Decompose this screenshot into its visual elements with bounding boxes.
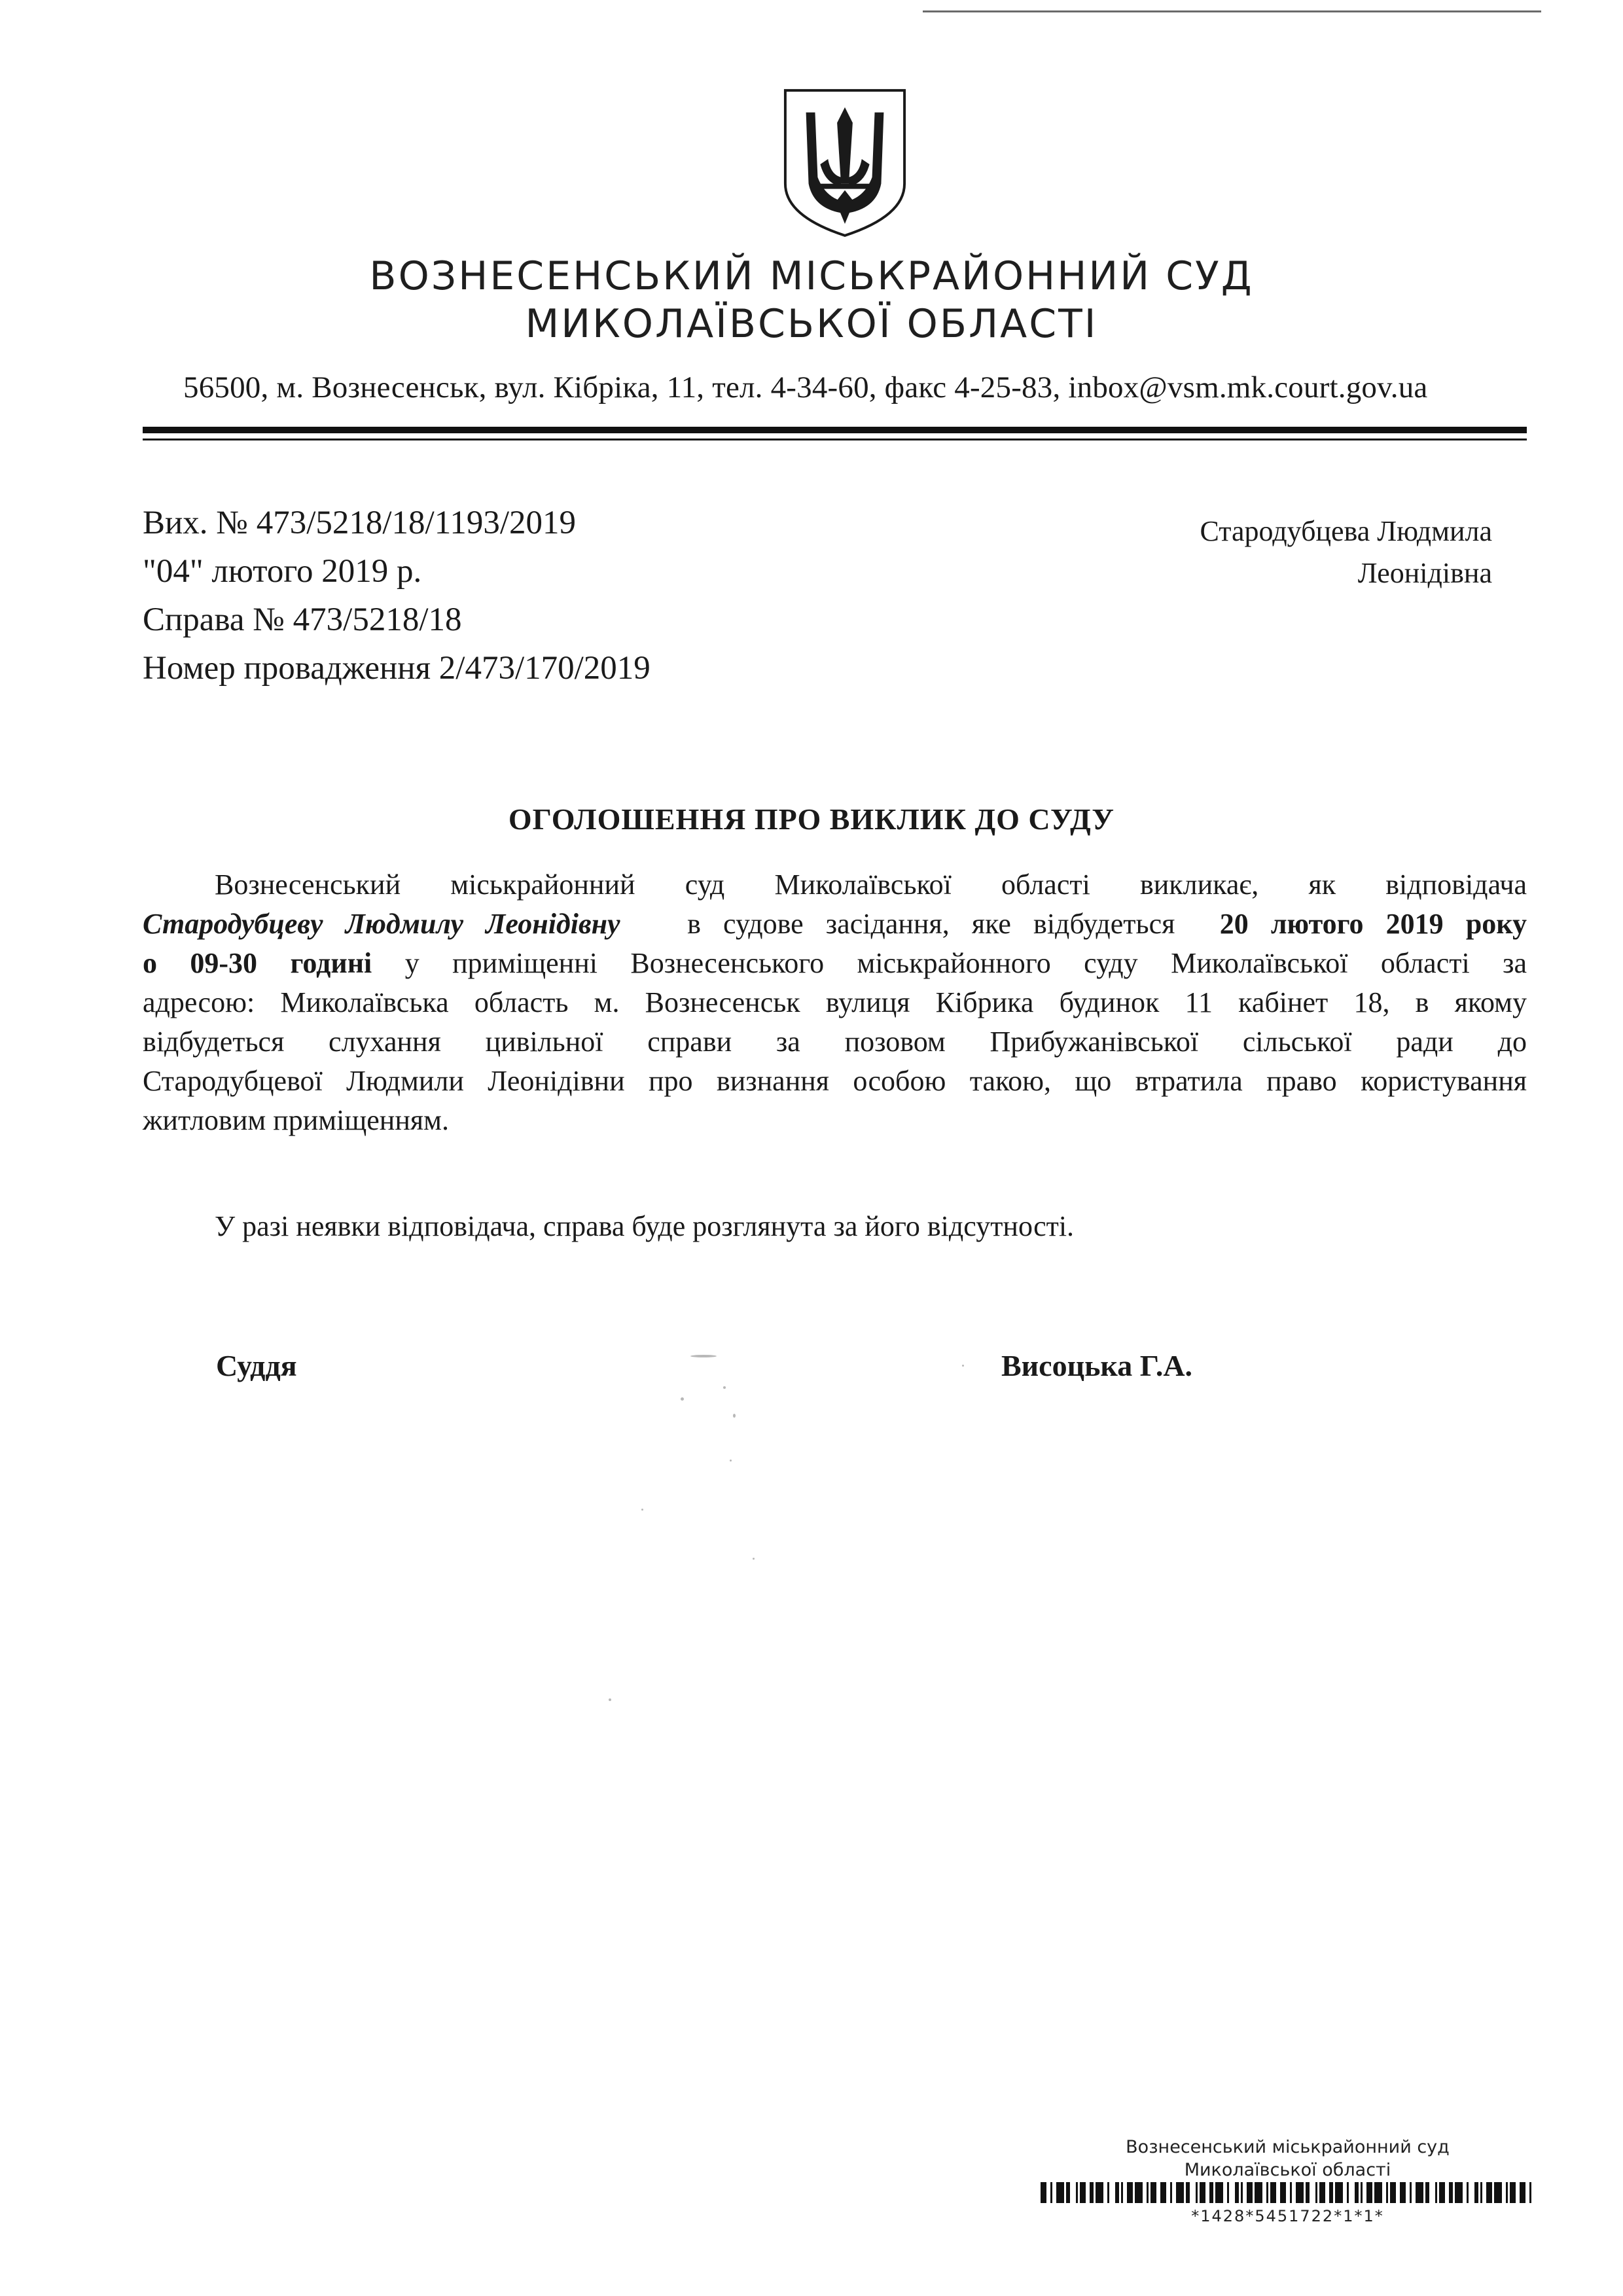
defendant-name: Стародубцеву Людмилу Леонідівну <box>143 908 620 940</box>
barcode-bar <box>1176 2182 1184 2203</box>
barcode-bar <box>1374 2182 1382 2203</box>
barcode-bar <box>1386 2182 1388 2203</box>
barcode-caption-line1: Вознесенський міськрайонний суд <box>1126 2137 1450 2157</box>
barcode-bar <box>1410 2182 1412 2203</box>
header-rule-thick <box>143 427 1527 433</box>
scan-edge-line <box>923 10 1541 12</box>
barcode-bar <box>1050 2182 1052 2203</box>
barcode-bar <box>1147 2182 1149 2203</box>
court-address: 56500, м. Вознесенськ, вул. Кібріка, 11, тел. 4-34-60, факс 4-25-83, inbox@vsm.mk.court.gov.ua <box>183 370 1428 404</box>
barcode-bar <box>1306 2182 1310 2203</box>
barcode-bar <box>1355 2182 1359 2203</box>
barcode-bar <box>1135 2182 1143 2203</box>
barcode-bar <box>1209 2182 1213 2203</box>
barcode-bar <box>1121 2182 1123 2203</box>
barcode-bar <box>1200 2182 1205 2203</box>
letter-date: "04" лютого 2019 р. <box>143 553 422 590</box>
barcode-bar <box>1041 2182 1046 2203</box>
addressee-line2: Леонідівна <box>1357 557 1492 589</box>
judge-name: Висоцька Г.А. <box>1001 1349 1193 1382</box>
body-line: Вознесенський міськрайонний суд Миколаївської області викликає, як відповідача <box>215 869 1527 901</box>
barcode-bar <box>1455 2182 1463 2203</box>
document-title: ОГОЛОШЕННЯ ПРО ВИКЛИК ДО СУДУ <box>508 802 1115 836</box>
barcode-bar <box>1255 2182 1262 2203</box>
outgoing-number: Вих. № 473/5218/18/1193/2019 <box>143 505 577 541</box>
addressee-line1: Стародубцева Людмила <box>1200 515 1492 547</box>
barcode-bar <box>1170 2182 1172 2203</box>
body-line: житловим приміщенням. <box>143 1104 449 1136</box>
barcode-bar <box>1215 2182 1223 2203</box>
barcode-bar <box>1315 2182 1317 2203</box>
barcode-bar <box>1439 2182 1445 2203</box>
summons-paragraph <box>143 865 1527 1140</box>
body-line: Стародубцевої Людмили Леонідівни про визнання особою такою, що втратила право користування <box>143 1065 1527 1097</box>
barcode-bar <box>1241 2182 1243 2203</box>
barcode-bar <box>1296 2182 1304 2203</box>
barcode-bar <box>1416 2182 1423 2203</box>
barcode-bar <box>1335 2182 1343 2203</box>
barcode-bar <box>1115 2182 1119 2203</box>
barcode-bar <box>1196 2182 1198 2203</box>
barcode-bar <box>1486 2182 1492 2203</box>
barcode-number: *1428*5451722*1*1* <box>1191 2207 1384 2225</box>
reference-block <box>143 499 651 692</box>
barcode-bar <box>1107 2182 1109 2203</box>
barcode-bar <box>1096 2182 1103 2203</box>
ukraine-tryzub-icon <box>780 86 910 240</box>
barcode-bar <box>1319 2182 1325 2203</box>
barcode-bar <box>1127 2182 1133 2203</box>
barcode-bar <box>1235 2182 1239 2203</box>
hearing-time: о 09-30 годині <box>143 947 372 979</box>
barcode-bar <box>1080 2182 1086 2203</box>
barcode-bar <box>1520 2182 1525 2203</box>
barcode-bar <box>1066 2182 1070 2203</box>
barcode-bar <box>1247 2182 1253 2203</box>
header-rule-thin <box>143 439 1527 440</box>
barcode-bar <box>1056 2182 1064 2203</box>
barcode-bar <box>1090 2182 1094 2203</box>
addressee-block <box>1047 511 1492 594</box>
proceeding-number: Номер провадження 2/473/170/2019 <box>143 650 651 687</box>
barcode-bar <box>1361 2182 1363 2203</box>
barcode-bar <box>1150 2182 1156 2203</box>
barcode-bar <box>1474 2182 1478 2203</box>
body-line: адресою: Миколаївська область м. Вознесенськ вулиця Кібрика будинок 11 кабінет 18, в якому <box>143 986 1527 1018</box>
barcode-bar <box>1227 2182 1229 2203</box>
barcode-bar <box>1506 2182 1508 2203</box>
barcode-bar <box>1160 2182 1166 2203</box>
absence-notice: У разі неявки відповідача, справа буде розглянута за його відсутності. <box>215 1210 1075 1242</box>
hearing-date: 20 лютого 2019 року <box>1219 908 1527 940</box>
barcode-bar <box>1510 2182 1516 2203</box>
barcode-bar <box>1449 2182 1453 2203</box>
barcode-bar <box>1467 2182 1469 2203</box>
barcode-bar <box>1076 2182 1078 2203</box>
barcode-bar <box>1186 2182 1190 2203</box>
barcode-bar <box>1480 2182 1482 2203</box>
judge-label: Суддя <box>216 1349 297 1382</box>
barcode-bar <box>1494 2182 1502 2203</box>
body-line: відбудеться слухання цивільної справи за позовом Прибужанівської сільської ради до <box>143 1026 1527 1058</box>
barcode-bar <box>1400 2182 1406 2203</box>
case-number: Справа № 473/5218/18 <box>143 601 462 638</box>
barcode-bar <box>1290 2182 1292 2203</box>
barcode-bar <box>1390 2182 1396 2203</box>
barcode-bar <box>1435 2182 1437 2203</box>
body-line: Стародубцеву Людмилу Леонідівну в судове засідання, яке відбудеться 20 лютого 2019 року <box>143 908 1527 940</box>
court-name-line1: ВОЗНЕСЕНСЬКИЙ МІСЬКРАЙОННИЙ СУД <box>369 253 1254 299</box>
barcode-bar <box>1425 2182 1429 2203</box>
body-line: о 09-30 годині у приміщенні Вознесенського міськрайонного суду Миколаївської області за <box>143 947 1527 979</box>
court-name-line2: МИКОЛАЇВСЬКОЇ ОБЛАСТІ <box>525 301 1098 347</box>
barcode <box>1041 2182 1535 2203</box>
barcode-bar <box>1329 2182 1333 2203</box>
barcode-bar <box>1266 2182 1268 2203</box>
barcode-caption-line2: Миколаївської області <box>1184 2160 1391 2180</box>
barcode-bar <box>1270 2182 1276 2203</box>
barcode-bar <box>1280 2182 1286 2203</box>
barcode-bar <box>1529 2182 1531 2203</box>
barcode-bar <box>1366 2182 1372 2203</box>
barcode-bar <box>1347 2182 1349 2203</box>
